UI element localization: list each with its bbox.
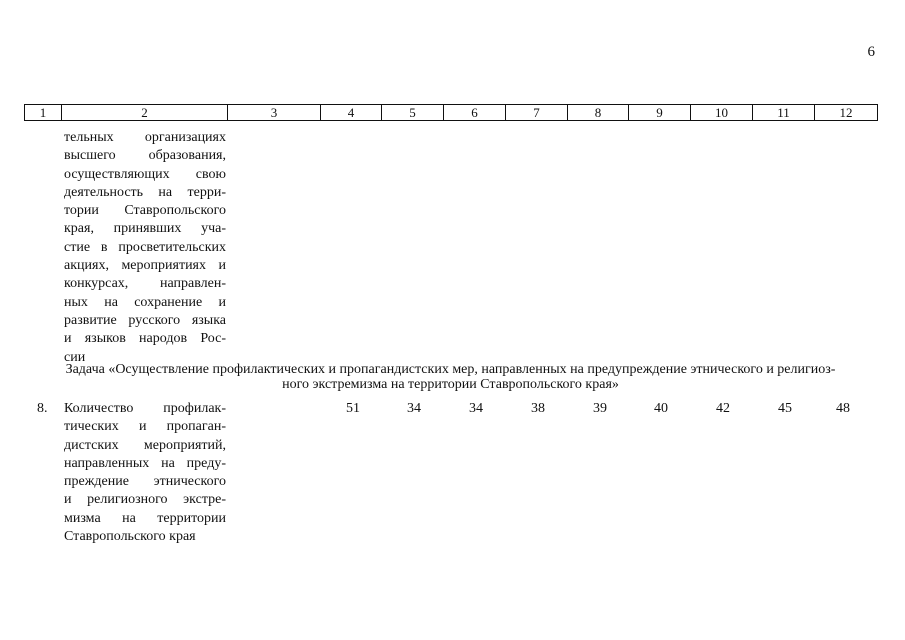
- page-number: 6: [867, 44, 875, 60]
- header-cell-3: 3: [228, 105, 321, 121]
- text-line: и языков народов Рос-: [64, 331, 226, 347]
- value-col-8: 39: [593, 401, 607, 416]
- header-cell-2: 2: [62, 105, 228, 121]
- header-cell-5: 5: [382, 105, 444, 121]
- task-heading: [24, 362, 877, 392]
- text-line: развитие русского языка: [64, 312, 226, 328]
- row-number: 8.: [37, 401, 48, 416]
- text-line: акциях, мероприятиях и: [64, 258, 226, 274]
- header-row: [25, 105, 878, 121]
- text-line: дистских мероприятий,: [64, 437, 226, 453]
- text-line: тических и пропаган-: [64, 419, 226, 435]
- text-line: преждение этнического: [64, 474, 226, 490]
- text-line: конкурсах, направлен-: [64, 276, 226, 292]
- task-line: Задача «Осуществление профилактических и пропагандистских мер, направленных на предупреждение этнического и религиоз-: [65, 362, 836, 377]
- value-col-4: 51: [346, 401, 360, 416]
- text-line: направленных на преду-: [64, 455, 226, 471]
- header-table: [24, 104, 878, 121]
- header-cell-6: 6: [444, 105, 506, 121]
- text-line: стие в просветительских: [64, 239, 226, 255]
- value-col-12: 48: [836, 401, 850, 416]
- header-cell-9: 9: [629, 105, 691, 121]
- text-line: сии: [64, 349, 86, 365]
- value-col-6: 34: [469, 401, 483, 416]
- header-cell-12: 12: [815, 105, 878, 121]
- value-col-7: 38: [531, 401, 545, 416]
- text-line: Ставропольского края: [64, 529, 196, 545]
- header-cell-11: 11: [753, 105, 815, 121]
- continuation-text: [64, 129, 226, 367]
- text-line: тории Ставропольского: [64, 203, 226, 219]
- indicator-name: [64, 400, 226, 546]
- text-line: осуществляющих свою: [64, 166, 226, 182]
- text-line: края, принявших уча-: [64, 221, 226, 237]
- value-col-9: 40: [654, 401, 668, 416]
- text-line: тельных организациях: [64, 130, 226, 145]
- text-line: деятельность на терри-: [64, 184, 226, 200]
- value-col-11: 45: [778, 401, 792, 416]
- task-line: ного экстремизма на территории Ставропольского края»: [282, 377, 619, 392]
- text-line: мизма на территории: [64, 510, 226, 526]
- header-cell-1: 1: [25, 105, 62, 121]
- text-line: Количество профилак-: [64, 401, 226, 416]
- header-cell-8: 8: [568, 105, 629, 121]
- header-cell-4: 4: [321, 105, 382, 121]
- value-col-10: 42: [716, 401, 730, 416]
- text-line: ных на сохранение и: [64, 294, 226, 310]
- header-cell-10: 10: [691, 105, 753, 121]
- header-cell-7: 7: [506, 105, 568, 121]
- value-col-5: 34: [407, 401, 421, 416]
- text-line: высшего образования,: [64, 148, 226, 164]
- text-line: и религиозного экстре-: [64, 492, 226, 508]
